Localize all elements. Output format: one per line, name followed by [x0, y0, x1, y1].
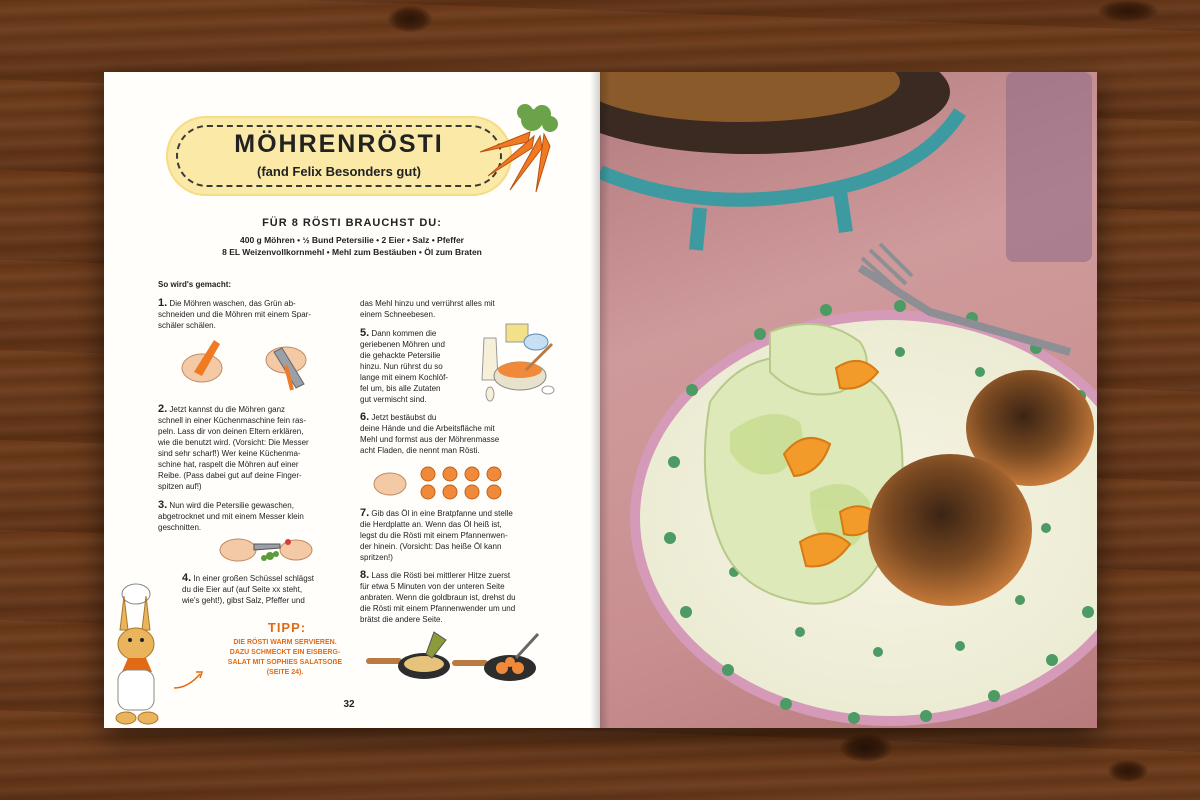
step-text: Die Möhren waschen, das Grün ab-: [169, 299, 296, 308]
step-text: wie's geht!), gibst Salz, Pfeffer und: [182, 596, 305, 605]
peeling-carrot-illustration: [174, 332, 324, 392]
step-text: der hinein. (Vorsicht: Das heiße Öl kann: [360, 542, 502, 551]
step-text: schäler schälen.: [158, 321, 216, 330]
recipe-title: MÖHRENRÖSTI: [234, 130, 444, 158]
step-text: acht Fladen, die nennt man Rösti.: [360, 446, 480, 455]
step-text: peln. Lass dir von deinen Eltern erklären,: [158, 427, 304, 436]
step-text: abgetrocknet und mit einem Messer klein: [158, 512, 304, 521]
step-number: 3.: [158, 499, 168, 511]
step-text: du die Eier auf (auf Seite xx steht,: [182, 585, 303, 594]
step-text: Nun wird die Petersilie gewaschen,: [169, 501, 294, 510]
step-text: Dann kommen die: [371, 329, 437, 338]
step-text: schine hat, raspelt die Möhren auf einer: [158, 460, 299, 469]
step-text: schneiden und die Möhren mit einem Spar-: [158, 310, 311, 319]
step-number: 7.: [360, 507, 370, 519]
step-2: [158, 404, 358, 492]
wood-knot: [1098, 0, 1158, 22]
tip-line: SALAT MIT SOPHIES SALATSOẞE: [227, 659, 343, 666]
wood-knot: [388, 6, 432, 32]
step-text: lange mit einem Kochlöf-: [360, 373, 449, 382]
step-8: [360, 570, 574, 625]
mixing-bowl-illustration: [476, 320, 566, 406]
bunny-chef-illustration: [106, 580, 176, 728]
page-gutter: [590, 72, 610, 728]
tip-line: (SEITE 24).: [266, 669, 304, 676]
step-text: geriebenen Möhren und: [360, 340, 445, 349]
step-text: die gehackte Petersilie: [360, 351, 441, 360]
step-text: Jetzt bestäubst du: [371, 413, 437, 422]
step-number: 6.: [360, 411, 370, 423]
carrots-illustration: [470, 102, 570, 197]
step-text: für etwa 5 Minuten von der unteren Seite: [360, 582, 505, 591]
step-text: schnell in einer Küchenmaschine fein ras-: [158, 416, 307, 425]
step-4: [182, 573, 362, 606]
method-heading: So wird's gemacht:: [158, 280, 232, 289]
step-7: [360, 508, 570, 563]
wood-knot: [1108, 760, 1148, 782]
step-text: fel um, bis alle Zutaten: [360, 384, 441, 393]
step-number: 5.: [360, 327, 370, 339]
tip-line: DIE RÖSTI WARM SERVIEREN.: [233, 639, 337, 646]
step-text: einem Schneebesen.: [360, 310, 436, 319]
ingredients-heading: FÜR 8 RÖSTI BRAUCHST DU:: [262, 217, 442, 229]
food-photo: [600, 72, 1097, 728]
step-text: Lass die Rösti bei mittlerer Hitze zuerst: [371, 571, 511, 580]
step-text: anbraten. Wenn die goldbraun ist, drehst du: [360, 593, 516, 602]
open-cookbook: [104, 72, 1097, 728]
step-text: brätst die andere Seite.: [360, 615, 443, 624]
step-text: Reibe. (Pass dabei gut auf deine Finger-: [158, 471, 302, 480]
roesti-patties-illustration: [372, 458, 522, 504]
step-text: das Mehl hinzu und verrührst alles mit: [360, 299, 495, 308]
step-4-continued: [360, 298, 560, 320]
ingredients-line: 400 g Möhren • ½ Bund Petersilie • 2 Eier • Salz • Pfeffer: [239, 235, 464, 245]
tip-heading: TIPP:: [267, 620, 307, 635]
step-text: wie die benutzt wird. (Vorsicht: Die Messer: [158, 438, 309, 447]
step-6: [360, 412, 570, 456]
step-number: 1.: [158, 297, 168, 309]
recipe-subtitle: (fand Felix Besonders gut): [257, 164, 421, 179]
step-text: deine Hände und die Arbeitsfläche mit: [360, 424, 495, 433]
step-text: In einer großen Schüssel schlägst: [193, 574, 314, 583]
step-number: 8.: [360, 569, 370, 581]
step-text: legst du die Rösti mit einem Pfannenwen-: [360, 531, 508, 540]
step-text: sind sehr scharf!) Wer keine Küchenma-: [158, 449, 301, 458]
tip-line: DAZU SCHMECKT EIN EISBERG-: [229, 649, 341, 656]
step-text: spitzen auf!): [158, 482, 202, 491]
roesti-plate-photo: [600, 72, 1097, 728]
frying-pans-illustration: [366, 628, 546, 690]
step-text: die Herdplatte an. Wenn das Öl heiß ist,: [360, 520, 502, 529]
step-text: spritzen!): [360, 553, 393, 562]
step-text: hinzu. Nun rührst du so: [360, 362, 443, 371]
step-text: Gib das Öl in eine Bratpfanne und stelle: [371, 509, 513, 518]
step-text: Jetzt kannst du die Möhren ganz: [169, 405, 286, 414]
recipe-page: [104, 72, 600, 728]
page-number: 32: [343, 699, 355, 710]
chopping-parsley-illustration: [216, 530, 316, 566]
ingredients-line: 8 EL Weizenvollkornmehl • Mehl zum Bestäuben • Öl zum Braten: [222, 247, 482, 257]
step-3: [158, 500, 358, 533]
wood-knot: [840, 734, 892, 762]
step-5: [360, 328, 470, 405]
step-text: die Rösti mit einem Pfannenwender um und: [360, 604, 516, 613]
step-1: [158, 298, 358, 331]
step-text: geschnitten.: [158, 523, 202, 532]
tip-text: [200, 638, 370, 678]
step-text: gut vermischt sind.: [360, 395, 427, 404]
step-number: 2.: [158, 403, 168, 415]
step-number: 4.: [182, 572, 192, 584]
step-text: Mehl und formst aus der Möhrenmasse: [360, 435, 500, 444]
